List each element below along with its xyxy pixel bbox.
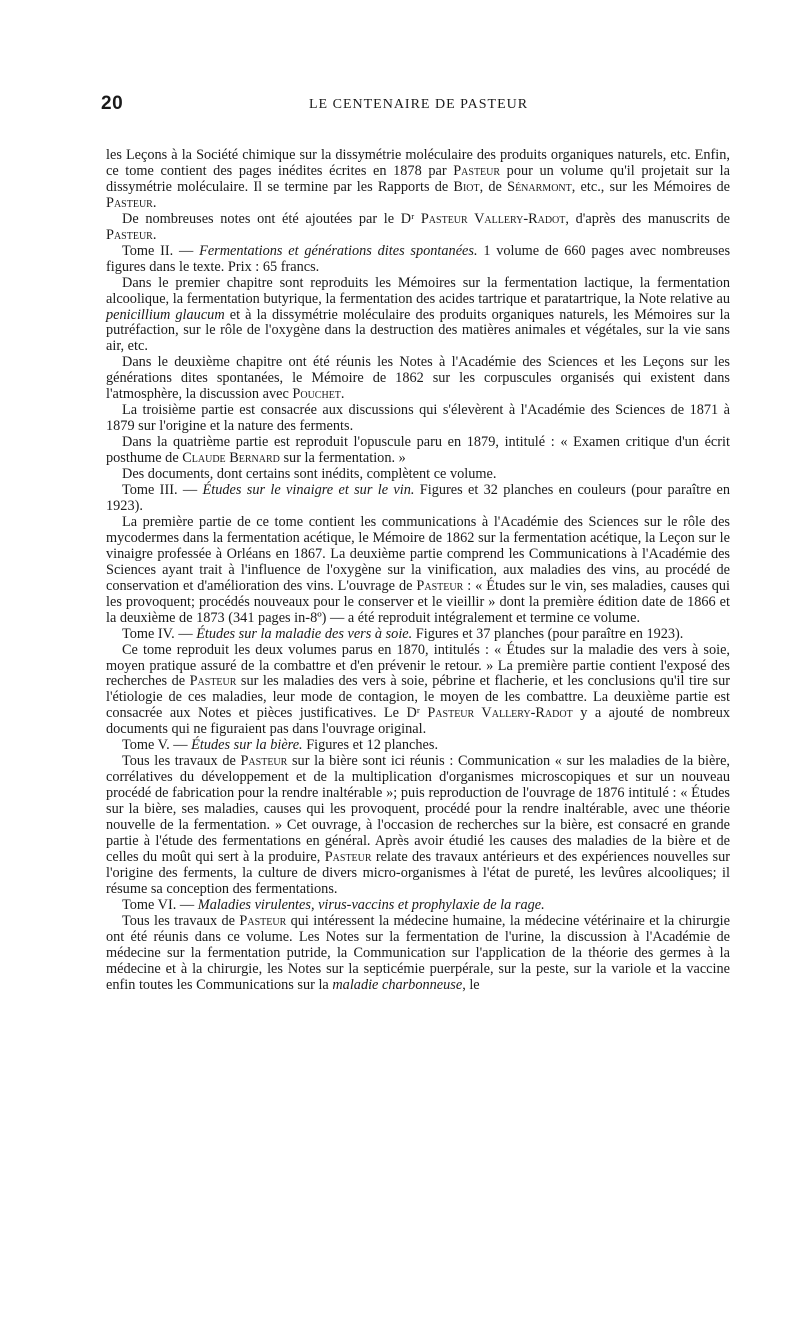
italic-text: penicillium glaucum xyxy=(106,306,225,323)
text-run: Figures et 12 planches. xyxy=(302,737,439,754)
text-run: Tous les travaux de xyxy=(122,753,241,770)
text-run: La première partie de ce tome contient les communications à l'Académie des Sciences sur le rôle des mycodermes dans la fermentation acétique, le Mémoire de 1862 sur la fermentation acétique, la Leçon sur le vinaigre professée à Orléans en 1867. La deuxième partie comprend les Communications à l'Académie des Sciences ayant trait à l'influence de l'oxygène sur la vinification, aux maladies des vins, au procédé de conservation et d'amélioration des vins. L'ouvrage de xyxy=(106,513,730,594)
text-run: : « Études sur le vin, ses maladies, causes qui les provoquent; procédés nouveaux pour le conserver et le vieillir » dont la première édition date de 1866 et la deuxième de 1873 (341 pages in-8º) — a été reproduit intégralement et termine ce volume. xyxy=(106,577,730,626)
paragraph xyxy=(106,148,730,212)
text-run: Dans la quatrième partie est reproduit l'opuscule paru en 1879, intitulé : « Examen critique d'un écrit posthume de xyxy=(106,434,730,467)
text-run: relate des travaux antérieurs et des expériences nouvelles sur l'origine des ferments, la culture de divers micro-organismes à l'état de pureté, les levûres alcooliques; il résume sa conception des fermentations. xyxy=(106,848,730,897)
text-run: pour un volume qu'il projetait sur la dissymétrie moléculaire. Il se termine par les Rapports de xyxy=(106,162,730,195)
body-text xyxy=(106,148,730,994)
small-caps-name: Claude Bernard xyxy=(182,450,280,467)
text-run: , de xyxy=(479,178,508,195)
text-run: Dans le premier chapitre sont reproduits les Mémoires sur la fermentation lactique, la fermentation alcoolique, la fermentation butyrique, la fermentation des acides tartrique et paratartrique, la Note relative au xyxy=(106,274,730,307)
italic-text: Fermentations et générations dites spontanées. xyxy=(199,242,478,259)
page-number: 20 xyxy=(101,93,124,114)
small-caps-name: Pasteur xyxy=(189,673,237,690)
paragraph xyxy=(106,515,730,627)
text-run: Des documents, dont certains sont inédits, complètent ce volume. xyxy=(122,466,497,483)
italic-text: Études sur la bière. xyxy=(191,737,303,754)
small-caps-name: Pouchet xyxy=(292,386,341,403)
small-caps-name: Pasteur Vallery-Radot xyxy=(420,210,566,227)
paragraph xyxy=(106,738,730,754)
page-header xyxy=(101,93,729,123)
text-run: , d'après des manuscrits de xyxy=(565,210,730,227)
text-run: Figures et 32 planches en couleurs (pour paraître en 1923). xyxy=(106,482,731,514)
paragraph xyxy=(106,355,730,403)
text-run: Tous les travaux de xyxy=(122,912,240,929)
small-caps-name: Pasteur xyxy=(106,226,153,243)
small-caps-name: Biot xyxy=(453,178,480,195)
small-caps-name: Pasteur xyxy=(416,577,464,594)
paragraph xyxy=(106,483,730,515)
text-run: . xyxy=(152,226,157,243)
small-caps-name: Pasteur xyxy=(324,848,372,865)
text-run: Tome II. — xyxy=(122,242,200,259)
text-run: , le xyxy=(462,976,480,993)
paragraph xyxy=(106,914,730,994)
text-run: Tome V. — xyxy=(122,737,192,754)
paragraph xyxy=(106,643,730,739)
text-run: Tome VI. — xyxy=(122,896,198,913)
paragraph xyxy=(106,276,730,356)
italic-text: Maladies virulentes, virus-vaccins et prophylaxie de la rage. xyxy=(197,896,545,913)
small-caps-name: Pasteur Vallery-Radot xyxy=(427,705,573,722)
text-run: sur les maladies des vers à soie, pébrine et flacherie, et les conclusions qu'il tire sur l'étiologie de ces maladies, leur mode de contagion, le moyen de les combattre. La deuxième partie est consacrée aux Notes et pièces justificatives. Le Dʳ xyxy=(106,673,730,722)
text-run: et à la dissymétrie moléculaire des produits organiques naturels, les Mémoires sur la putréfaction, sur le rôle de l'oxygène dans la destruction des matières animales et végétales, sur la vie sans air, etc. xyxy=(106,306,731,355)
italic-text: Études sur la maladie des vers à soie. xyxy=(196,625,413,642)
paragraph xyxy=(106,627,730,643)
italic-text: Études sur le vinaigre et sur le vin. xyxy=(202,482,415,499)
paragraph xyxy=(106,212,730,244)
text-run: . xyxy=(152,194,157,211)
small-caps-name: Pasteur xyxy=(106,194,153,211)
text-run: . xyxy=(340,386,345,403)
text-run: les Leçons à la Société chimique sur la dissymétrie moléculaire des produits organiques naturels, etc. Enfin, ce tome contient des pages inédites écrites en 1878 par xyxy=(106,147,730,179)
text-run: Ce tome reproduit les deux volumes parus en 1870, intitulés : « Études sur la maladie des vers à soie, moyen pratique assuré de la combattre et d'en prévenir le retour. » La première partie contient l'exposé des recherches de xyxy=(106,641,730,690)
paragraph xyxy=(106,898,730,914)
paragraph xyxy=(106,467,730,483)
paragraph xyxy=(106,435,730,467)
small-caps-name: Sénarmont xyxy=(507,178,572,195)
text-run: qui intéressent la médecine humaine, la médecine vétérinaire et la chirurgie ont été réunis dans ce volume. Les Notes sur la fermentation de l'urine, la discussion à l'Académie de médecine sur la fermentation putride, la Communication sur l'application de la théorie des germes à la médecine et à la chirurgie, les Notes sur la septicémie puerpérale, sur la peste, sur la variole et la vaccine enfin toutes les Communications sur la xyxy=(106,912,731,993)
text-run: 1 volume de 660 pages avec nombreuses figures dans le texte. Prix : 65 francs. xyxy=(106,242,731,275)
text-run: y a ajouté de nombreux documents qui ne figuraient pas dans l'ouvrage original. xyxy=(106,705,730,738)
text-run: , etc., sur les Mémoires de xyxy=(571,178,731,195)
text-run: sur la bière sont ici réunis : Communication « sur les maladies de la bière, corrélatives du développement et de la multiplication d'organismes microscopiques et sur un nouveau procédé de fabrication pour la rendre inaltérable »; puis reproduction de l'ouvrage de 1876 intitulé : « Études sur la bière, ses maladies, causes qui les provoquent, procédé pour la rendre inaltérable, avec une théorie nouvelle de la fermentation. » Cet ouvrage, à l'occasion de recherches sur la bière, est consacré en grande partie à l'étude des fermentations en général. Après avoir étudié les causes des maladies de la bière et de celles du moût qui sert à la produire, xyxy=(106,753,731,865)
text-run: De nombreuses notes ont été ajoutées par le Dʳ xyxy=(122,210,421,227)
small-caps-name: Pasteur xyxy=(239,912,287,929)
paragraph xyxy=(106,403,730,435)
text-run: Dans le deuxième chapitre ont été réunis les Notes à l'Académie des Sciences et les Leçons sur les générations dites spontanées, le Mémoire de 1862 sur les corpuscules organisés qui existent dans l'atmosphère, la discussion avec xyxy=(106,354,730,403)
paragraph xyxy=(106,754,730,898)
text-run: La troisième partie est consacrée aux discussions qui s'élevèrent à l'Académie des Sciences de 1871 à 1879 sur l'origine et la nature des ferments. xyxy=(106,402,730,435)
text-run: Tome IV. — xyxy=(122,625,197,642)
text-run: sur la fermentation. » xyxy=(279,450,406,467)
italic-text: maladie charbonneuse xyxy=(332,976,463,993)
text-run: Figures et 37 planches (pour paraître en 1923). xyxy=(412,625,684,642)
running-title: LE CENTENAIRE DE PASTEUR xyxy=(309,97,529,112)
small-caps-name: Pasteur xyxy=(453,162,501,179)
paragraph xyxy=(106,244,730,276)
small-caps-name: Pasteur xyxy=(240,753,288,770)
text-run: Tome III. — xyxy=(122,482,203,499)
